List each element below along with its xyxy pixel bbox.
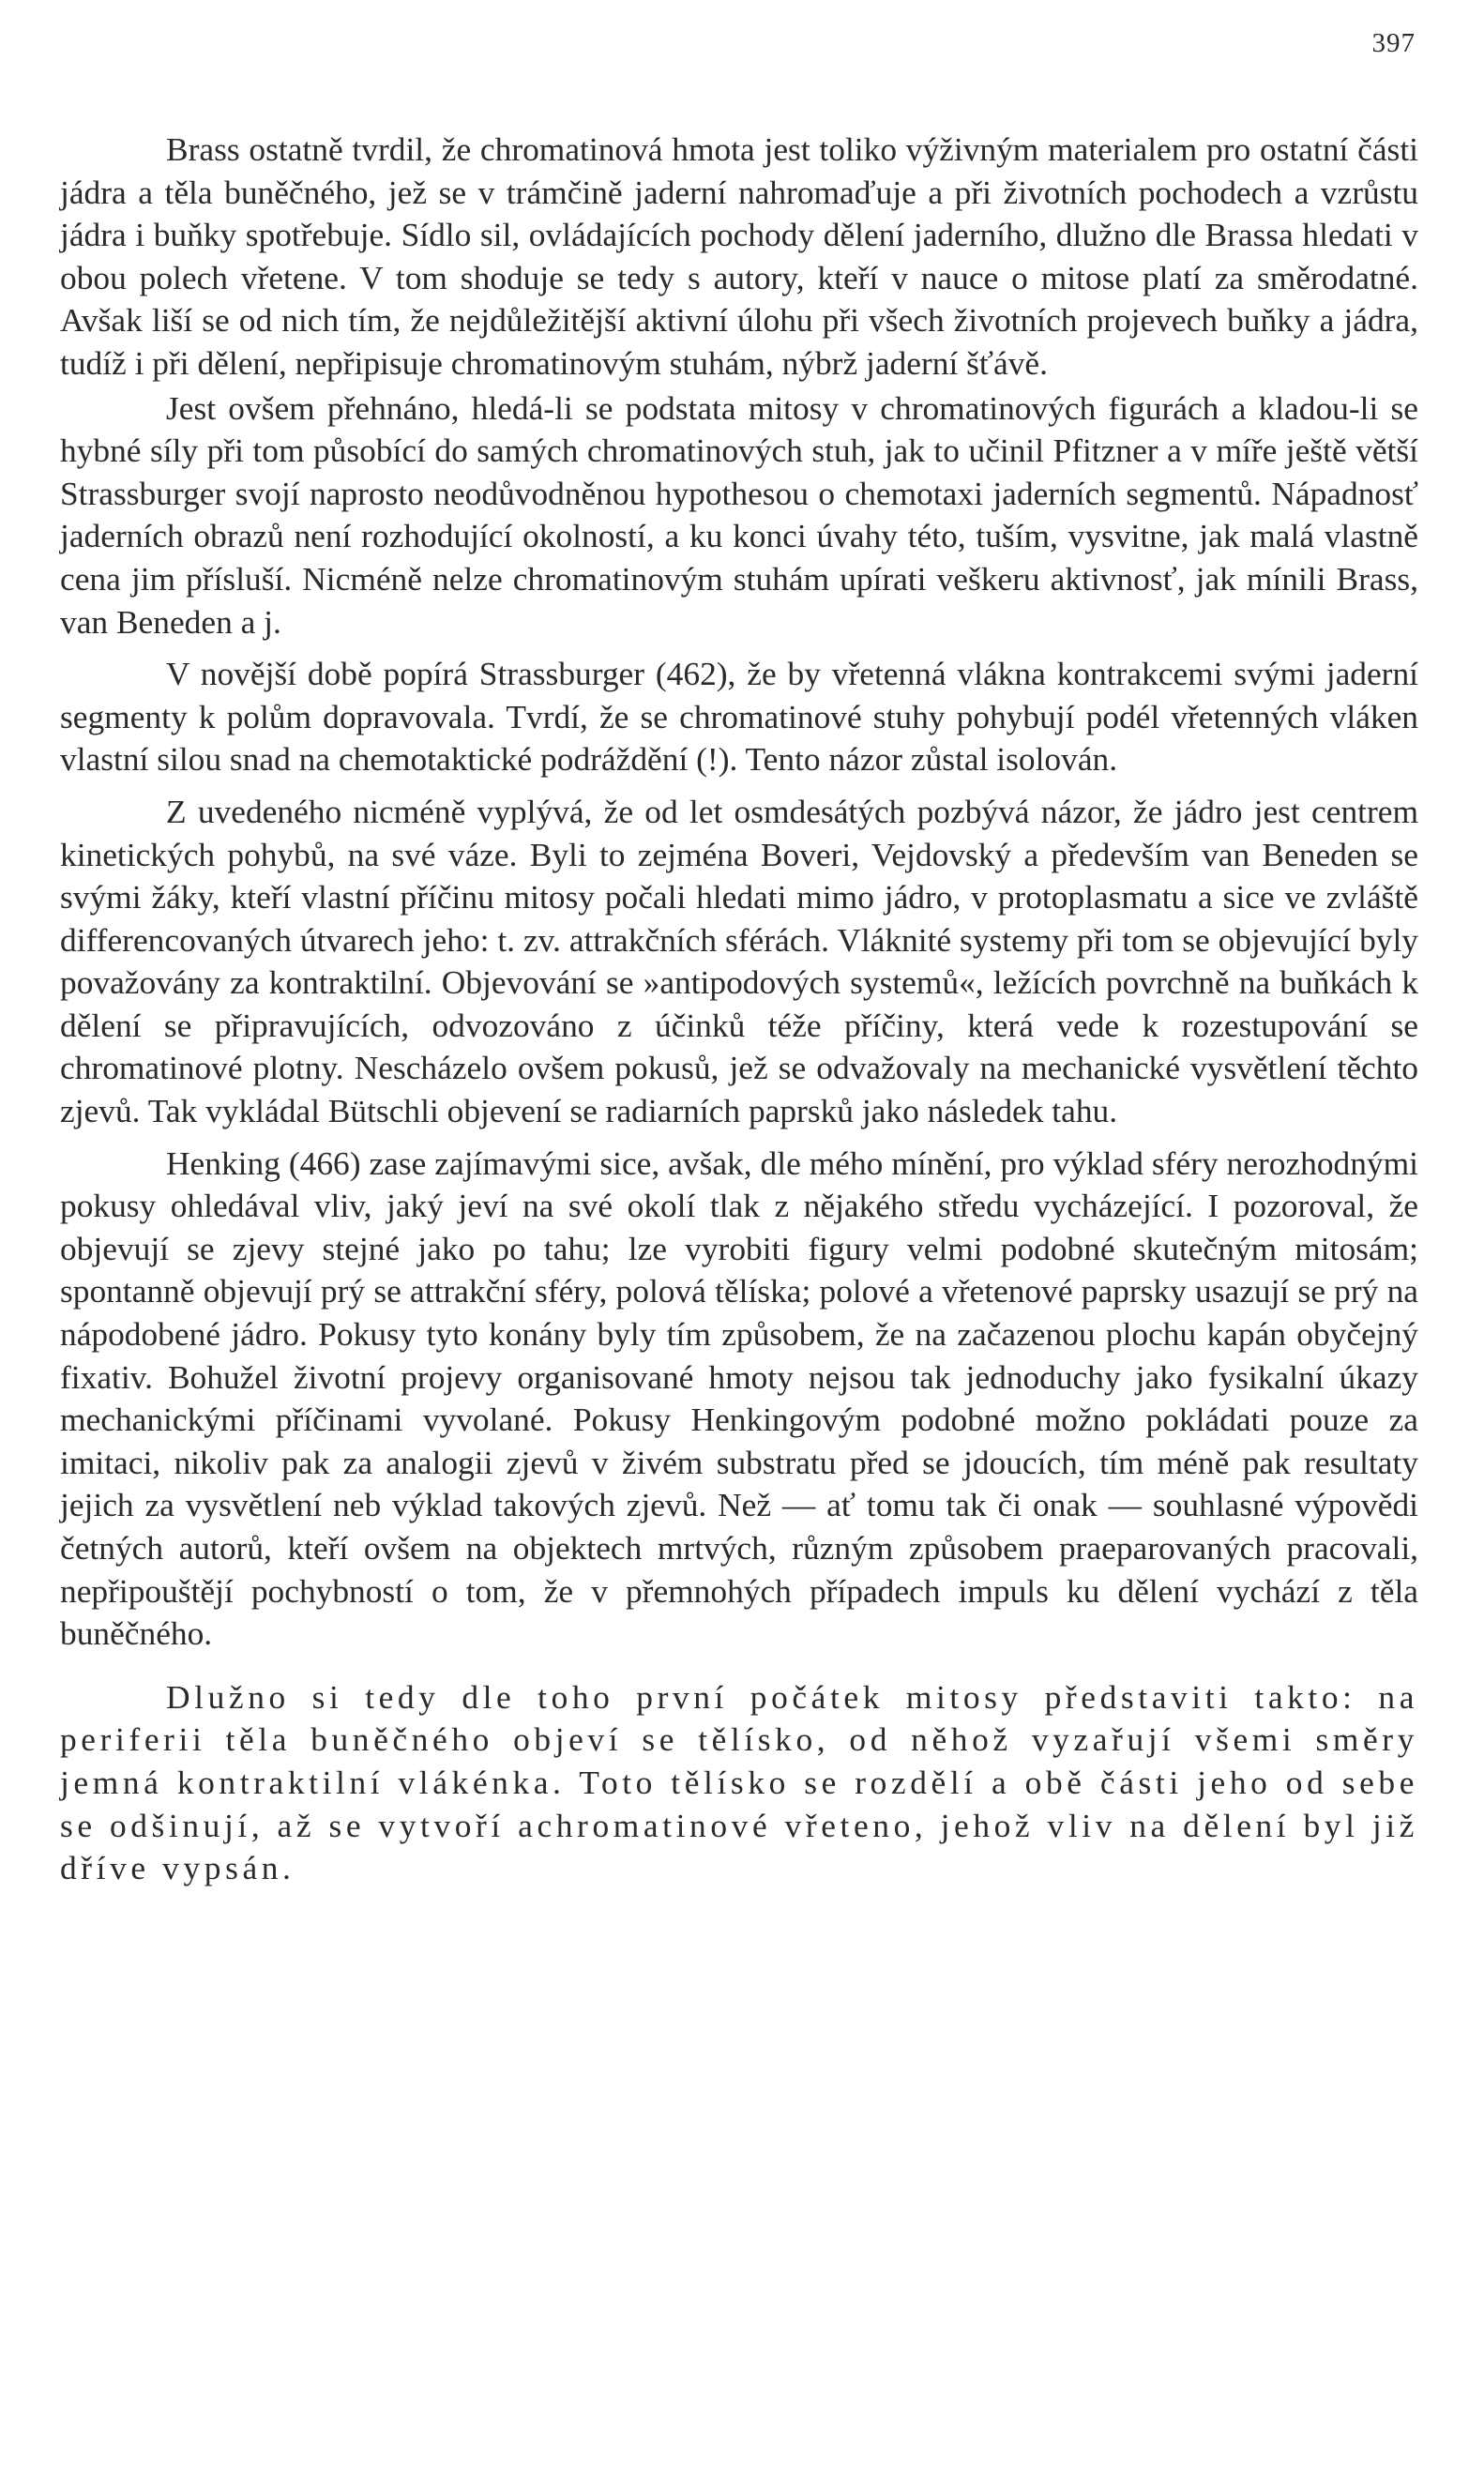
paragraph-pfitzner: Jest ovšem přehnáno, hledá-li se podstata mitosy v chromatinových figurách a kladou-li se hybné síly při tom působící do samých chromatinových stuh, jak to učinil Pfitzner a v míře ještě větší Strassburger svojí naprosto neodůvodněnou hypothesou o chemotaxi jaderních segmentů. Nápadnosť jaderních obrazů není rozhodující okolností, a ku konci úvahy této, tuším, vysvitne, jak malá vlastně cena jim přísluší. Nicméně nelze chromatinovým stuhám upírati veškeru aktivnosť, jak mínili Brass, van Beneden a j. [60,388,1418,641]
paragraph-brass: Brass ostatně tvrdil, že chromatinová hmota jest toliko výživným materialem pro ostatní části jádra a těla buněčného, jež se v trámčině jaderní nahromaďuje a při životních pochodech a vzrůstu jádra i buňky spotřebuje. Sídlo sil, ovládajících pochody dělení jaderního, dlužno dle Brassa hledati v obou polech vřetene. V tom shoduje se tedy s autory, kteří v nauce o mitose platí za směrodatné. Avšak liší se od nich tím, že nejdůležitější aktivní úlohu při všech životních projevech buňky a jádra, tudíž i při dělení, nepřipisuje chromatinovým stuhám, nýbrž jaderní šťávě. [60,130,1418,382]
paragraph-henking: Henking (466) zase zajímavými sice, avšak, dle mého mínění, pro výklad sféry nerozhodnými pokusy ohledával vliv, jaký jeví na své okolí tlak z nějakého středu vycházející. I pozoroval, že objevují se zjevy stejné jako po tahu; lze vyrobiti figury velmi podobné skutečným mitosám; spontanně objevují prý se attrakční sféry, polová tělíska; polové a vřetenové paprsky usazují se prý na nápodobené jádro. Pokusy tyto konány byly tím způsobem, že na začazenou plochu kapán obyčejný fixativ. Bohužel životní projevy organisované hmoty nejsou tak jednoduchy jako fysikalní úkazy mechanickými příčinami vyvolané. Pokusy Henkingovým podobné možno pokládati pouze za imitaci, nikoliv pak za analogii zjevů v živém substratu před se jdoucích, tím méně pak resultaty jejich za vysvětlení neb výklad takových zjevů. Než — ať tomu tak či onak — souhlasné výpovědi četných autorů, kteří ovšem na objektech mrtvých, různým způsobem praeparovaných pracovali, nepřipouštějí pochybností o tom, že v přemnohých případech impuls ku dělení vychází z těla buněčného. [60,1144,1418,1653]
paragraph-boveri: Z uvedeného nicméně vyplývá, že od let osmdesátých pozbývá názor, že jádro jest centrem kinetických pohybů, na své váze. Byli to zejména Boveri, Vejdovský a především van Beneden se svými žáky, kteří vlastní příčinu mitosy počali hledati mimo jádro, v protoplasmatu a sice ve zvláště differencovaných útvarech jeho: t. zv. attrakčních sférách. Vláknité systemy při tom se objevující byly považovány za kontraktilní. Objevování se »antipodových systemů«, ležících povrchně na buňkách k dělení se připravujících, odvozováno z účinků téže příčiny, která vede k rozestupování se chromatinové plotny. Nescházelo ovšem pokusů, jež se odvažovaly na mechanické vysvětlení těchto zjevů. Tak vykládal Bütschli objevení se radiarních paprsků jako následek tahu. [60,792,1418,1130]
paragraph-strassburger: V novější době popírá Strassburger (462), že by vřetenná vlákna kontrakcemi svými jaderní segmenty k polům dopravovala. Tvrdí, že se chromatinové stuhy pohybují podél vřetenných vláken vlastní silou snad na chemotaktické podráždění (!). Tento názor zůstal isolován. [60,655,1418,779]
text-body [60,129,1418,1892]
paragraph-conclusion: Dlužno si tedy dle toho první počátek mitosy představiti takto: na periferii těla buněčného objeví se tělísko, od něhož vyzařují všemi směry jemná kontraktilní vlákénka. Toto tělísko se rozdělí a obě části jeho od sebe se odšinují, až se vytvoří achromatinové vřeteno, jehož vliv na dělení byl již dříve vypsán. [60,1677,1418,1887]
page-number: 397 [1371,28,1416,58]
